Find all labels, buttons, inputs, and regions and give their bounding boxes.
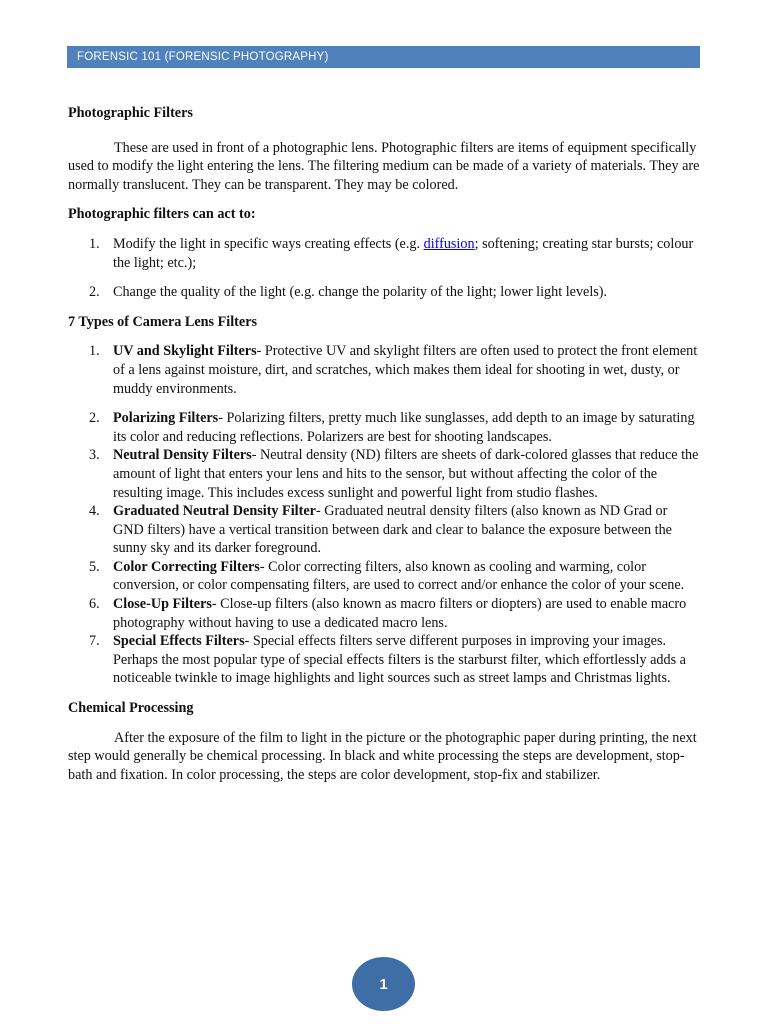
lens-filter-types-list [68,342,700,688]
section-heading-chemical-processing: Chemical Processing [68,700,194,717]
list-number: 4. [89,503,100,520]
document-body [68,104,700,784]
list-item-description: - Color correcting filters, also known as cooling and warming, color conversion, or color compensating filters, are used to correct and/or enhance the color of your scene. [113,558,685,594]
filters-act-list [68,235,700,302]
list-item-title: UV and Skylight Filters [113,343,257,360]
list-item-text: Modify the light in specific ways creating effects (e.g. [113,235,424,252]
list-number: 2. [89,410,100,427]
list-item [68,283,700,302]
list-item [68,342,700,398]
list-item-description: - Special effects filters serve different purposes in improving your images. Perhaps the most popular type of special effects filters is the starburst filter, which effortlessly adds a noticeable twinkle to image highlights and light sources such as street lamps and Christmas lights. [113,633,686,687]
list-item [68,502,700,558]
filters-intro-paragraph: These are used in front of a photographic lens. Photographic filters are items of equipment specifically used to modify the light entering the lens. The filtering medium can be made of a variety of materials. They are normally translucent. They can be transparent. They may be colored. [68,139,700,193]
list-number: 3. [89,447,100,464]
list-item [68,558,700,595]
list-item [68,632,700,688]
list-number: 2. [89,284,100,301]
list-item-description: - Protective UV and skylight filters are often used to protect the front element of a lens against moisture, dirt, and scratches, which makes them ideal for shooting in wet, dusty, or muddy environments. [113,343,698,397]
list-item-description: - Close-up filters (also known as macro filters or diopters) are used to enable macro photography without having to use a dedicated macro lens. [113,596,687,631]
diffusion-link[interactable]: diffusion [423,235,475,252]
running-header [67,46,700,68]
list-number: 7. [89,633,100,650]
list-item-description: - Neutral density (ND) filters are sheets of dark-colored glasses that reduce the amount of light that enters your lens and hits to the sensor, but without affecting the color of the resulting image. This includes excess sunlight and powerful light from studio flashes. [113,447,699,501]
list-item-title: Color Correcting Filters [113,558,260,575]
section-heading-photographic-filters: Photographic Filters [68,105,193,121]
page-number-badge [352,957,415,1011]
list-item-description: - Polarizing filters, pretty much like sunglasses, add depth to an image by saturating its color and reducing reflections. Polarizers are best for shooting landscapes. [113,410,695,445]
list-item [68,235,700,272]
section-heading-lens-filter-types: 7 Types of Camera Lens Filters [68,313,258,330]
list-item [68,595,700,632]
list-item-title: Polarizing Filters [113,410,219,427]
list-item-title: Close-Up Filters [113,596,212,613]
list-number: 1. [89,235,100,252]
list-item-title: Graduated Neutral Density Filter [113,503,316,520]
section-heading-filters-act: Photographic filters can act to: [68,206,256,223]
list-item [68,409,700,446]
list-number: 5. [89,558,100,575]
list-number: 1. [89,343,100,360]
list-item [68,446,700,502]
list-item-title: Special Effects Filters [113,633,245,650]
running-header-title: FORENSIC 101 (FORENSIC PHOTOGRAPHY) [77,51,329,63]
list-item-title: Neutral Density Filters [113,447,252,464]
page-number: 1 [379,975,388,993]
list-number: 6. [89,596,100,613]
list-item-text: ; softening; creating star bursts; colour the light; etc.); [113,235,694,271]
list-item-text: Change the quality of the light (e.g. change the polarity of the light; lower light levels). [113,284,608,301]
list-item-description: - Graduated neutral density filters (also known as ND Grad or GND filters) have a vertical transition between dark and clear to balance the exposure between the sunny sky and its darker foreground. [113,503,672,557]
chemical-processing-paragraph: After the exposure of the film to light in the picture or the photographic paper during printing, the next step would generally be chemical processing. In black and white processing the steps are development, stop-bath and fixation. In color processing, the steps are color development, stop-fix and stabilizer. [68,729,697,783]
